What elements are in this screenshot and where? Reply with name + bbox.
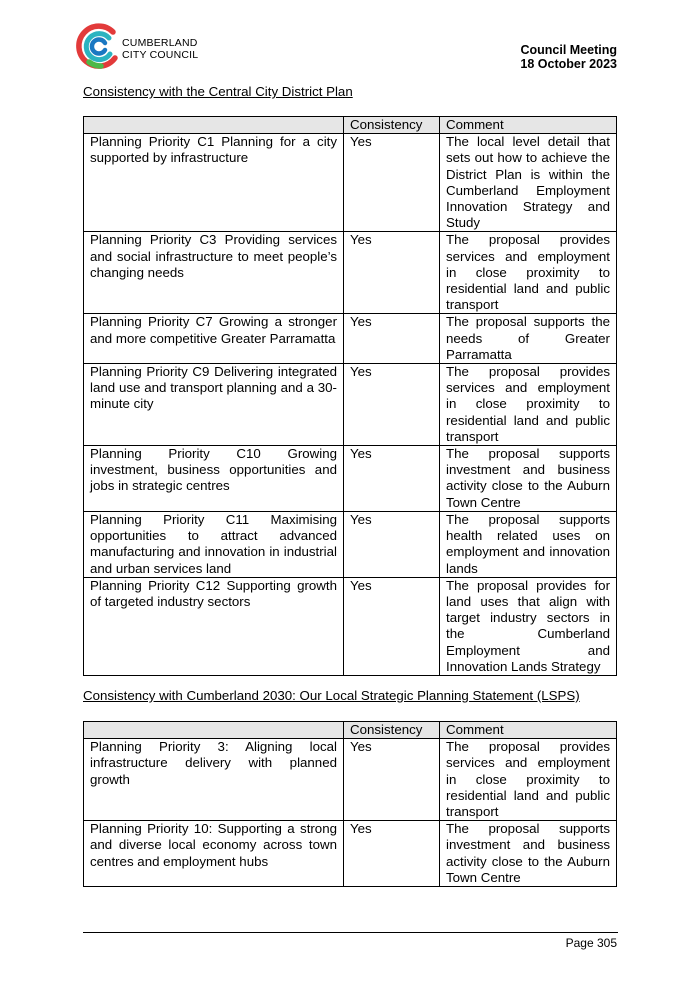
table-row <box>84 232 617 314</box>
consistency-cell: Yes <box>344 134 440 232</box>
table-header-row <box>84 722 617 739</box>
meeting-title: Council Meeting <box>520 43 617 57</box>
table-row <box>84 446 617 512</box>
consistency-cell: Yes <box>344 446 440 512</box>
footer-divider <box>83 932 618 933</box>
table-header-row <box>84 117 617 134</box>
comment-cell: The proposal provides services and employment in close proximity to residential land and public transport <box>440 232 617 314</box>
priority-cell: Planning Priority C12 Supporting growth of targeted industry sectors <box>84 577 344 675</box>
comment-cell: The proposal supports investment and business activity close to the Auburn Town Centre <box>440 821 617 887</box>
header-cell-comment: Comment <box>440 117 617 134</box>
table-row <box>84 512 617 578</box>
page-number: Page 305 <box>565 936 617 950</box>
logo-line-1: CUMBERLAND <box>122 37 198 49</box>
comment-cell: The proposal provides for land uses that align with target industry sectors in the Cumberland Employment and Innovation Lands Strategy <box>440 577 617 675</box>
comment-cell: The proposal supports health related uses on employment and innovation lands <box>440 512 617 578</box>
header-cell-comment: Comment <box>440 722 617 739</box>
header-cell-priority <box>84 722 344 739</box>
priority-cell: Planning Priority C11 Maximising opportunities to attract advanced manufacturing and innovation in industrial and urban services land <box>84 512 344 578</box>
header-cell-priority <box>84 117 344 134</box>
logo-line-2: CITY COUNCIL <box>122 49 199 61</box>
section-heading-district-plan: Consistency with the Central City District Plan <box>83 84 353 99</box>
consistency-cell: Yes <box>344 232 440 314</box>
table-row <box>84 739 617 821</box>
header-cell-consistency: Consistency <box>344 117 440 134</box>
consistency-cell: Yes <box>344 577 440 675</box>
consistency-cell: Yes <box>344 314 440 364</box>
priority-cell: Planning Priority C1 Planning for a city supported by infrastructure <box>84 134 344 232</box>
table-row <box>84 821 617 887</box>
priority-cell: Planning Priority C9 Delivering integrated land use and transport planning and a 30-minute city <box>84 364 344 446</box>
comment-cell: The proposal provides services and employment in close proximity to residential land and public transport <box>440 364 617 446</box>
consistency-cell: Yes <box>344 364 440 446</box>
comment-cell: The local level detail that sets out how to achieve the District Plan is within the Cumberland Employment Innovation Strategy and Study <box>440 134 617 232</box>
priority-cell: Planning Priority C3 Providing services and social infrastructure to meet people’s changing needs <box>84 232 344 314</box>
table-row <box>84 364 617 446</box>
district-plan-table <box>83 116 617 676</box>
comment-cell: The proposal provides services and employment in close proximity to residential land and public transport <box>440 739 617 821</box>
consistency-cell: Yes <box>344 739 440 821</box>
consistency-cell: Yes <box>344 512 440 578</box>
consistency-cell: Yes <box>344 821 440 887</box>
table-row <box>84 577 617 675</box>
table-row <box>84 314 617 364</box>
cumberland-logo-icon <box>75 22 123 70</box>
lsps-table <box>83 721 617 887</box>
priority-cell: Planning Priority 3: Aligning local infrastructure delivery with planned growth <box>84 739 344 821</box>
comment-cell: The proposal supports investment and business activity close to the Auburn Town Centre <box>440 446 617 512</box>
section-heading-lsps: Consistency with Cumberland 2030: Our Local Strategic Planning Statement (LSPS) <box>83 688 580 703</box>
priority-cell: Planning Priority C7 Growing a stronger and more competitive Greater Parramatta <box>84 314 344 364</box>
table-row <box>84 134 617 232</box>
meeting-info <box>520 43 617 71</box>
header-cell-consistency: Consistency <box>344 722 440 739</box>
meeting-date: 18 October 2023 <box>520 57 617 71</box>
comment-cell: The proposal supports the needs of Greater Parramatta <box>440 314 617 364</box>
logo-wordmark <box>122 37 198 61</box>
priority-cell: Planning Priority C10 Growing investment, business opportunities and jobs in strategic centres <box>84 446 344 512</box>
priority-cell: Planning Priority 10: Supporting a strong and diverse local economy across town centres and employment hubs <box>84 821 344 887</box>
